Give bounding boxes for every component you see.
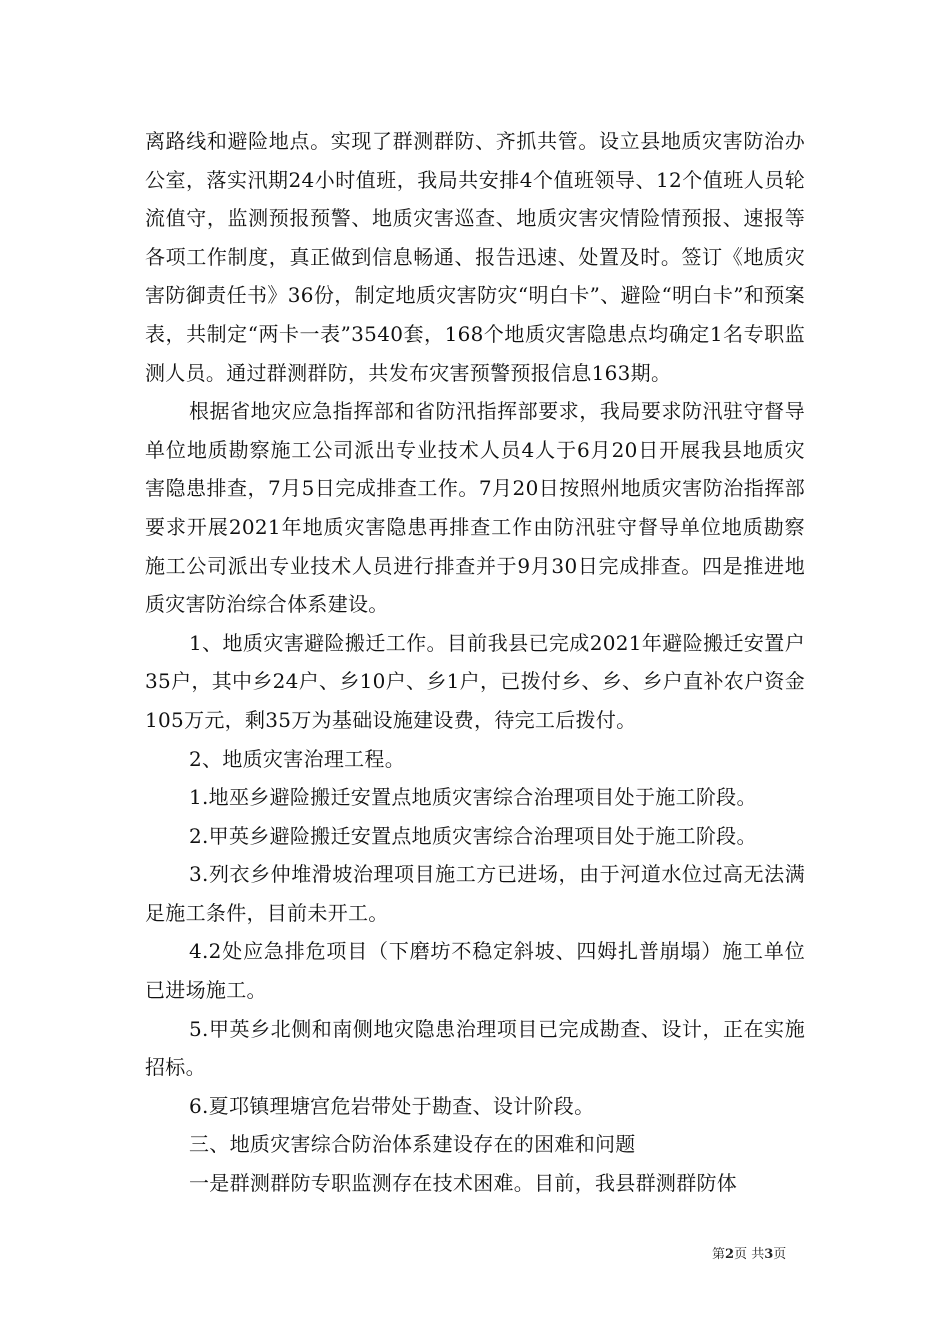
total-page-number: 3 [764, 1247, 774, 1262]
paragraph-2: 根据省地灾应急指挥部和省防汛指挥部要求，我局要求防汛驻守督导单位地质勘察施工公司派出专业技术人员4人于6月20日开展我县地质灾害隐患排查，7月5日完成排查工作。7月20日按照州地质灾害防治指挥部要求开展2021年地质灾害隐患再排查工作由防汛驻守督导单位地质勘察施工公司派出专业技术人员进行排查并于9月30日完成排查。四是推进地质灾害防治综合体系建设。 [145, 399, 805, 617]
paragraph-9: 5.甲英乡北侧和南侧地灾隐患治理项目已完成勘查、设计，正在实施招标。 [145, 1016, 805, 1080]
paragraph-8: 4.2处应急排危项目（下磨坊不稳定斜坡、四姆扎普崩塌）施工单位已进场施工。 [145, 939, 805, 1003]
current-page-number: 2 [725, 1247, 735, 1262]
footer-prefix: 第 [712, 1247, 726, 1262]
paragraph-12: 一是群测群防专职监测存在技术困难。目前，我县群测群防体 [189, 1171, 738, 1196]
paragraph-1: 离路线和避险地点。实现了群测群防、齐抓共管。设立县地质灾害防治办公室，落实汛期24小时值班，我局共安排4个值班领导、12个值班人员轮流值守，监测预报预警、地质灾害巡查、地质灾害灾情险情预报、速报等各项工作制度，真正做到信息畅通、报告迅速、处置及时。签订《地质灾害防御责任书》36份，制定地质灾害防灾“明白卡”、避险“明白卡”和预案表，共制定“两卡一表”3540套，168个地质灾害隐患点均确定1名专职监测人员。通过群测群防，共发布灾害预警预报信息163期。 [145, 129, 805, 385]
paragraph-4: 2、地质灾害治理工程。 [189, 746, 406, 771]
document-body [145, 122, 805, 1203]
paragraph-10: 6.夏邛镇理塘宫危岩带处于勘查、设计阶段。 [189, 1093, 595, 1118]
paragraph-6: 2.甲英乡避险搬迁安置点地质灾害综合治理项目处于施工阶段。 [189, 823, 757, 848]
paragraph-7: 3.列衣乡仲堆滑坡治理项目施工方已进场，由于河道水位过高无法满足施工条件，目前未开工。 [145, 862, 805, 925]
paragraph-5: 1.地巫乡避险搬迁安置点地质灾害综合治理项目处于施工阶段。 [189, 785, 757, 810]
page-number-footer [712, 1243, 786, 1262]
paragraph-3: 1、地质灾害避险搬迁工作。目前我县已完成2021年避险搬迁安置户35户，其中乡24户、乡10户、乡1户，已拨付乡、乡、乡户直补农户资金105万元，剩35万为基础设施建设费，待完工后拨付。 [145, 630, 805, 732]
section-heading: 三、地质灾害综合防治体系建设存在的困难和问题 [189, 1132, 636, 1157]
footer-suffix: 页 [773, 1247, 787, 1262]
footer-middle: 页 共 [734, 1247, 765, 1262]
